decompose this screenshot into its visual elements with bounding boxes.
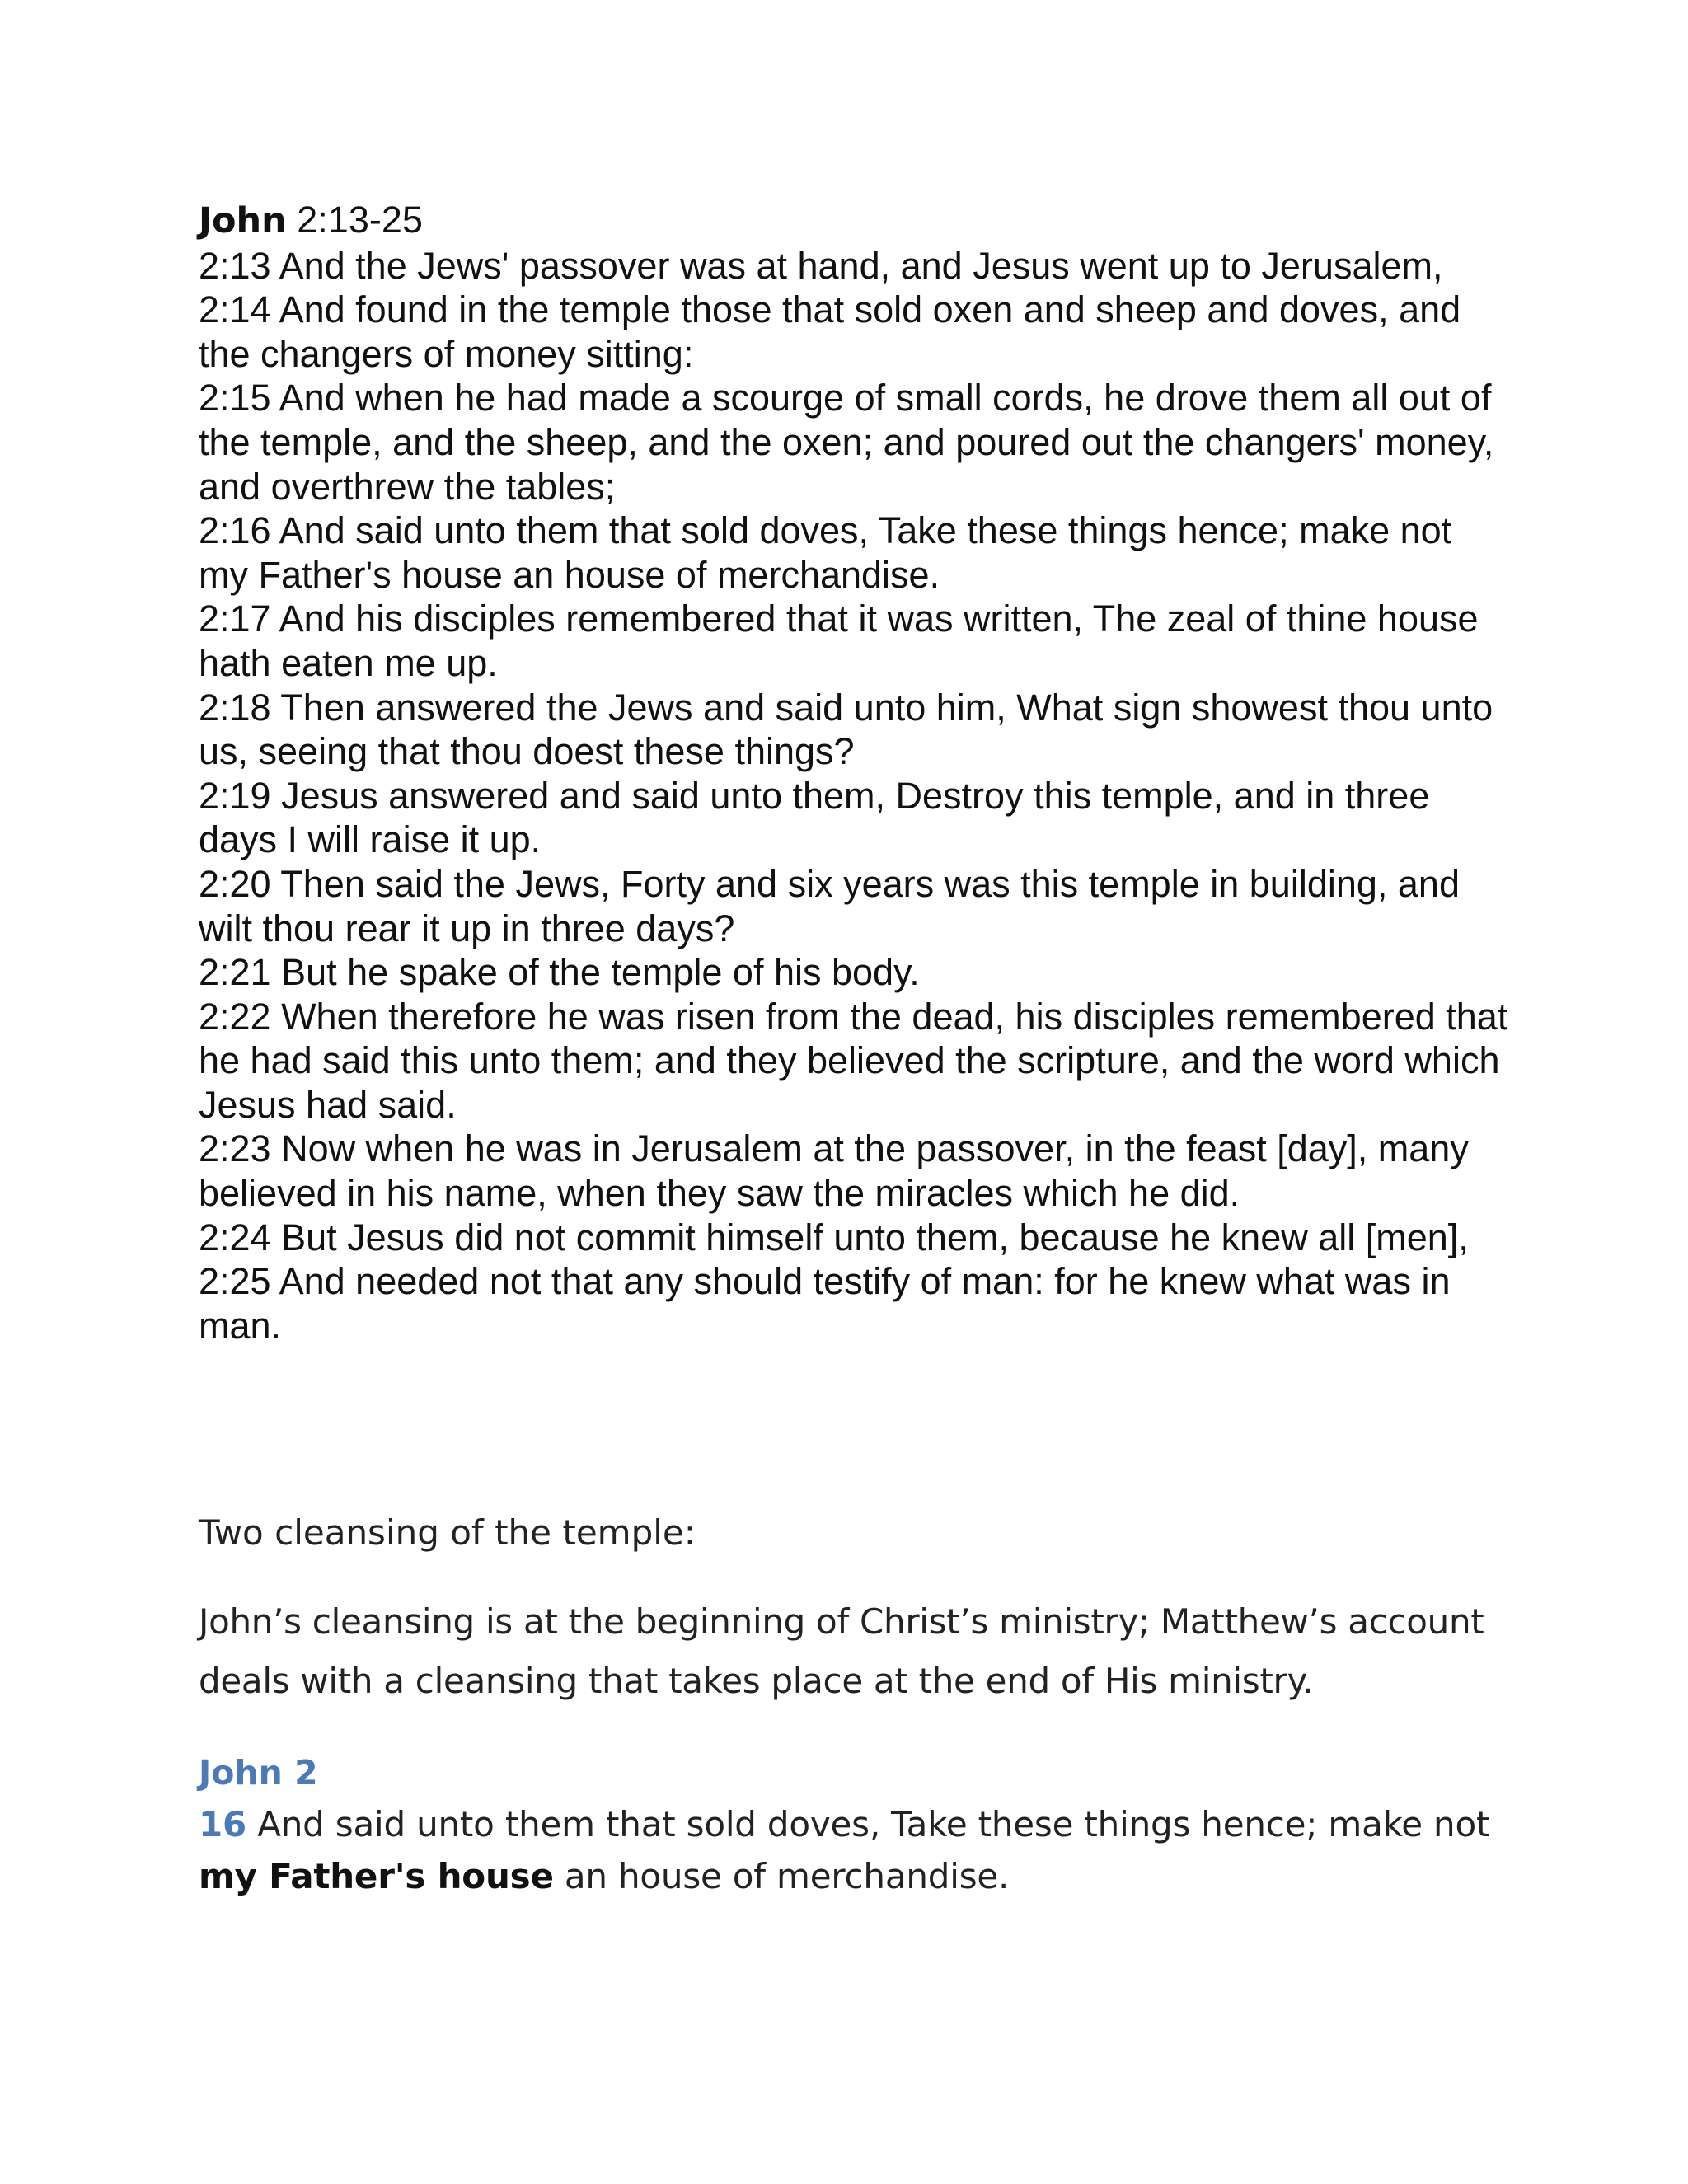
- passage-text-after: an house of merchandise.: [553, 1856, 1010, 1896]
- verse-2-20: 2:20 Then said the Jews, Forty and six years was this temple in building, and wilt thou rear it up in three days?: [199, 862, 1460, 949]
- verse-2-13: 2:13 And the Jews' passover was at hand, and Jesus went up to Jerusalem,: [199, 244, 1443, 287]
- passage-text-before: And said unto them that sold doves, Take these things hence; make not: [246, 1804, 1490, 1844]
- scripture-chapter-verses: 2:13-25: [297, 199, 423, 241]
- scripture-book: John: [199, 200, 287, 241]
- passage-text: [199, 1798, 1517, 1902]
- verse-2-23: 2:23 Now when he was in Jerusalem at the passover, in the feast [day], many believed in his name, when they saw the miracles which he did.: [199, 1127, 1469, 1215]
- verse-2-19: 2:19 Jesus answered and said unto them, Destroy this temple, and in three days I will raise it up.: [199, 774, 1430, 861]
- verse-2-14: 2:14 And found in the temple those that sold oxen and sheep and doves, and the changers of money sitting:: [199, 288, 1461, 375]
- notes-body: John’s cleansing is at the beginning of Christ’s ministry; Matthew’s account deals with a cleansing that takes place at the end of His ministry.: [199, 1601, 1484, 1701]
- verse-2-15: 2:15 And when he had made a scourge of small cords, he drove them all out of the temple, and the sheep, and the oxen; and poured out the changers' money, and overthrew the tables;: [199, 377, 1494, 508]
- verse-2-17: 2:17 And his disciples remembered that it was written, The zeal of thine house hath eaten me up.: [199, 598, 1479, 684]
- verse-2-24: 2:24 But Jesus did not commit himself unto them, because he knew all [men],: [199, 1216, 1469, 1258]
- scripture-block: [199, 198, 1509, 1347]
- verse-2-21: 2:21 But he spake of the temple of his body.: [199, 951, 920, 994]
- passage-verse-number: 16: [199, 1804, 247, 1844]
- verse-2-22: 2:22 When therefore he was risen from the dead, his disciples remembered that he had said this unto them; and they believed the scripture, and the word which Jesus had said.: [199, 995, 1508, 1126]
- verse-2-18: 2:18 Then answered the Jews and said unto him, What sign showest thou unto us, seeing that thou doest these things?: [199, 686, 1493, 773]
- passage-title: John 2: [199, 1753, 318, 1793]
- verse-2-25: 2:25 And needed not that any should testify of man: for he knew what was in man.: [199, 1260, 1451, 1347]
- scripture-reference: [199, 198, 1509, 244]
- notes-heading: Two cleansing of the temple:: [199, 1512, 696, 1553]
- verse-2-16: 2:16 And said unto them that sold doves, Take these things hence; make not my Father's house an house of merchandise.: [199, 509, 1452, 596]
- passage-emphasis: my Father's house: [199, 1856, 554, 1896]
- passage-block: [199, 1747, 1517, 1902]
